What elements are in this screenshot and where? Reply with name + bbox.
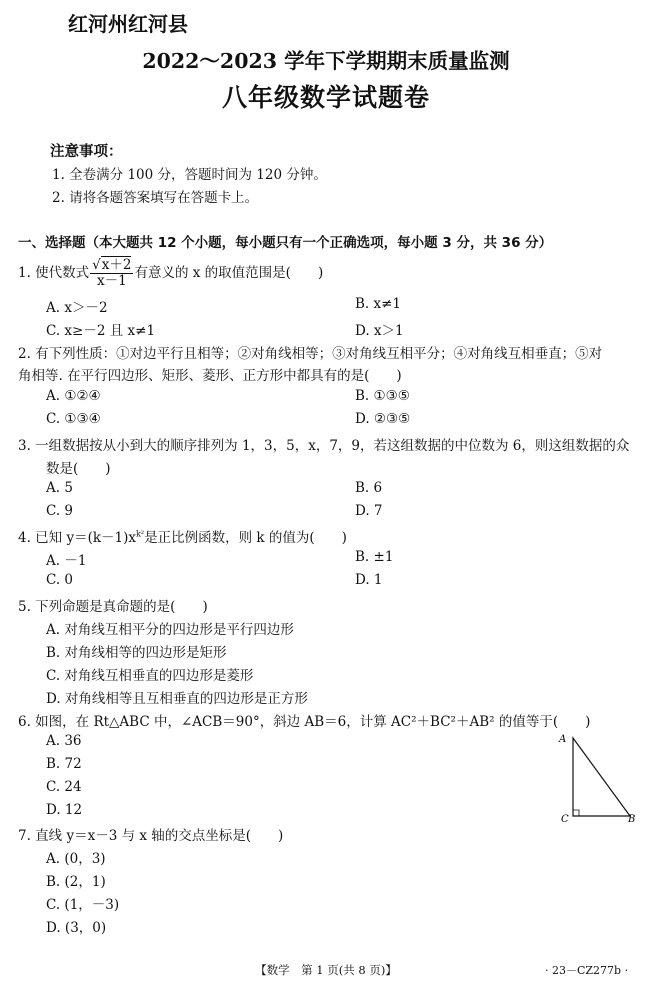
q4-option-b: B. ±1 (355, 549, 394, 565)
q1-option-a: A. x＞－2 (46, 300, 108, 316)
q2-option-a: A. ①②④ (46, 388, 101, 404)
notice-heading: 注意事项： (50, 144, 123, 160)
question-5-stem: 5. 下列命题是真命题的是( ) (18, 599, 208, 615)
question-1-stem: 1. 使代数式 $\frac{√x+2}{x-1}$ 有意义的 x 的取值范围是( ) (18, 257, 324, 289)
q7-option-b: B. (2，1) (46, 874, 106, 890)
q4-option-a: A. －1 (46, 553, 87, 569)
question-2-line1: 2. 有下列性质：①对边平行且相等；②对角线相等；③对角线互相平分；④对角线互相垂直；⑤对 (18, 346, 603, 362)
exam-region: 红河州红河县 (68, 12, 188, 36)
q3-option-d: D. 7 (355, 503, 383, 519)
q5-option-a: A. 对角线互相平分的四边形是平行四边形 (46, 622, 294, 638)
q1-option-d: D. x＞1 (355, 323, 404, 339)
q7-option-c: C. (1，－3) (46, 897, 120, 913)
notice-item-2: 2. 请将各题答案填写在答题卡上。 (52, 190, 259, 206)
q7-option-a: A. (0，3) (46, 851, 106, 867)
fraction: $\frac{√x+2}{x-1}$ (92, 257, 132, 289)
page-footer: 【数学 第 1 页(共 8 页)】 (255, 963, 397, 977)
q4-option-c: C. 0 (46, 572, 74, 588)
q6-option-b: B. 72 (46, 756, 82, 772)
vertex-label-b: B (628, 814, 636, 825)
q2-option-d: D. ②③⑤ (355, 411, 411, 427)
triangle-shape (573, 738, 630, 816)
question-3-line1: 3. 一组数据按从小到大的顺序排列为 1，3，5，x，7，9，若这组数据的中位数为 6，则这组数据的众 (18, 438, 630, 454)
q3-option-a: A. 5 (46, 480, 73, 496)
q4-option-d: D. 1 (355, 572, 383, 588)
right-angle-mark (573, 810, 579, 816)
q7-option-d: D. (3，0) (46, 920, 107, 936)
section-heading: 一、选择题（本大题共 12 个小题，每小题只有一个正确选项，每小题 3 分，共 36 分） (18, 235, 553, 251)
q6-option-a: A. 36 (46, 733, 82, 749)
q3-option-c: C. 9 (46, 503, 74, 519)
paper-code: · 23－CZ277b · (545, 964, 629, 977)
vertex-label-c: C (561, 814, 569, 825)
q1-option-b: B. x≠1 (355, 296, 402, 312)
question-4-stem: 4. 已知 $y=(k-1)x^{k^2}$是正比例函数，则 k 的值为( ) (18, 529, 347, 546)
right-triangle-figure (555, 728, 645, 828)
q5-option-b: B. 对角线相等的四边形是矩形 (46, 645, 227, 661)
q2-option-c: C. ①③④ (46, 411, 101, 427)
q1-option-c: C. x≥－2 且 x≠1 (46, 323, 156, 339)
question-7-stem: 7. 直线 y＝x－3 与 x 轴的交点坐标是( ) (18, 828, 284, 844)
exam-subject-title: 八年级数学试题卷 (221, 83, 430, 112)
q6-option-c: C. 24 (46, 779, 82, 795)
exam-title: 2022～2023 学年下学期期末质量监测 (142, 49, 510, 73)
vertex-label-a: A (559, 734, 567, 745)
notice-item-1: 1. 全卷满分 100 分，答题时间为 120 分钟。 (52, 167, 327, 183)
q6-option-d: D. 12 (46, 802, 83, 818)
q5-option-c: C. 对角线互相垂直的四边形是菱形 (46, 668, 254, 684)
question-6-stem: 6. 如图，在 Rt△ABC 中，∠ACB＝90°，斜边 AB＝6，计算 AC²＋BC²＋AB² 的值等于( ) (18, 714, 591, 730)
question-3-line2: 数是( ) (46, 461, 111, 477)
q3-option-b: B. 6 (355, 480, 383, 496)
question-2-line2: 角相等. 在平行四边形、矩形、菱形、正方形中都具有的是( ) (18, 368, 402, 384)
q5-option-d: D. 对角线相等且互相垂直的四边形是正方形 (46, 691, 308, 707)
q2-option-b: B. ①③⑤ (355, 388, 410, 404)
